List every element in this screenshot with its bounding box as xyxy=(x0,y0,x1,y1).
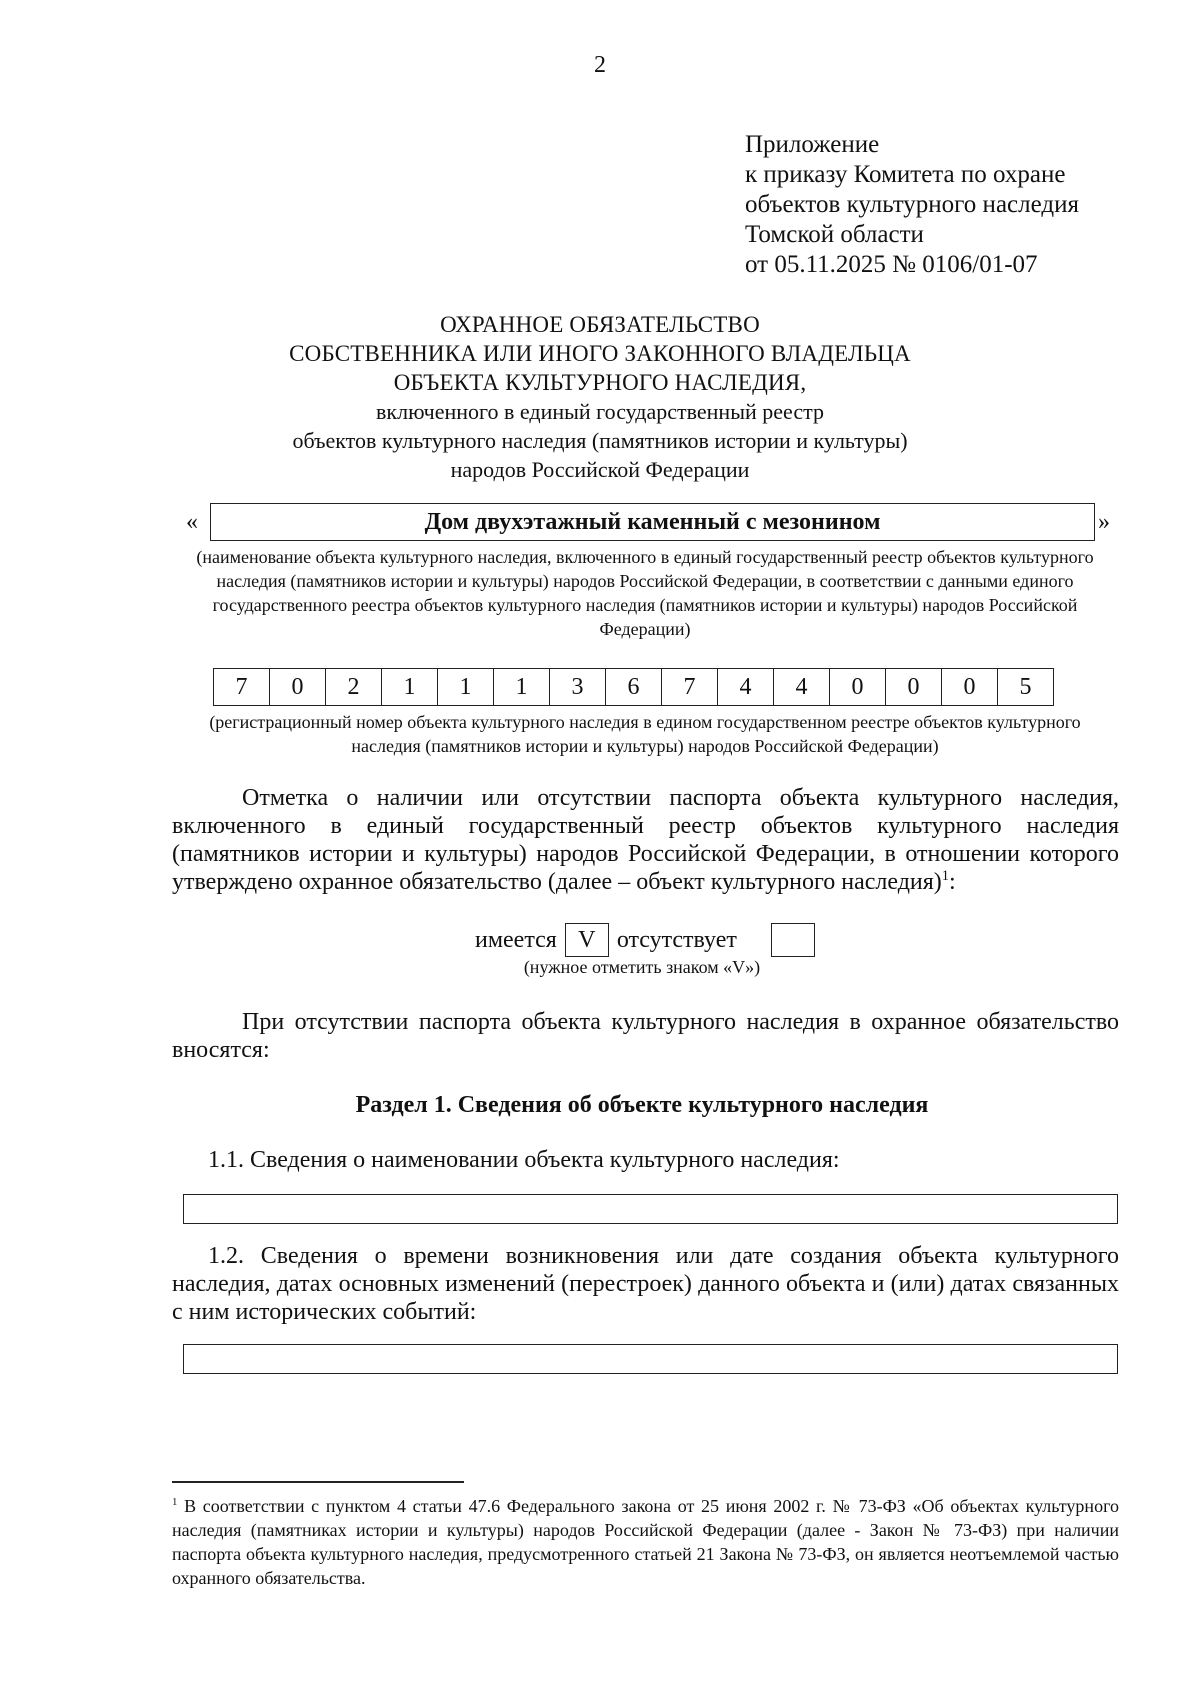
reg-digit-cell[interactable]: 0 xyxy=(830,668,886,706)
appendix-line: Томской области xyxy=(745,221,924,248)
reg-digit-cell[interactable]: 6 xyxy=(606,668,662,706)
reg-digit-cell[interactable]: 4 xyxy=(718,668,774,706)
title-line: ОХРАННОЕ ОБЯЗАТЕЛЬСТВО xyxy=(440,312,760,337)
reg-digit-cell[interactable]: 7 xyxy=(662,668,718,706)
section-1-title: Раздел 1. Сведения об объекте культурного наследия xyxy=(355,1092,929,1118)
subtitle-line: народов Российской Федерации xyxy=(450,457,750,482)
reg-digit-cell[interactable]: 7 xyxy=(214,668,270,706)
reg-digit-cell[interactable]: 0 xyxy=(942,668,998,706)
reg-digit-cell[interactable]: 1 xyxy=(438,668,494,706)
registration-number-grid xyxy=(213,668,1054,706)
reg-digit-cell[interactable]: 1 xyxy=(382,668,438,706)
absence-text: При отсутствии паспорта объекта культурного наследия в охранное обязательство вносятся: xyxy=(172,1009,1119,1063)
footnote-mark: 1 xyxy=(172,1496,178,1508)
passport-has-checkbox[interactable]: V xyxy=(565,923,609,957)
appendix-line: от 05.11.2025 № 0106/01-07 xyxy=(745,251,1038,278)
item-1-2-field[interactable] xyxy=(183,1344,1118,1374)
passport-absent-label: отсутствует xyxy=(616,927,737,953)
footnote-ref[interactable]: 1 xyxy=(941,868,949,884)
footnote xyxy=(172,1494,1119,1590)
item-1-2-label xyxy=(172,1242,1119,1326)
passport-intro-paragraph xyxy=(172,784,1119,896)
appendix-line: к приказу Комитета по охране xyxy=(745,161,1066,188)
passport-choice-row xyxy=(475,923,823,957)
item-1-2-number: 1.2. xyxy=(208,1243,244,1269)
footnote-text: В соответствии с пунктом 4 статьи 47.6 Федерального закона от 25 июня 2002 г. № 73-ФЗ «Об объектах культурного наследия (памятниках истории и культуры) народов Российской Федерации (далее - Закон № 73-ФЗ) при наличии паспорта объекта культурного наследия, предусмотренного статьей 21 Закона № 73-ФЗ, он является неотъемлемой частью охранного обязательства. xyxy=(172,1496,1119,1588)
passport-note: (нужное отметить знаком «V») xyxy=(523,957,761,977)
title-line: СОБСТВЕННИКА ИЛИ ИНОГО ЗАКОННОГО ВЛАДЕЛЬЦА xyxy=(289,341,911,366)
passport-intro-end: : xyxy=(948,869,956,895)
reg-digit-cell[interactable]: 0 xyxy=(886,668,942,706)
appendix-line: объектов культурного наследия xyxy=(745,191,1079,218)
appendix-line: Приложение xyxy=(745,131,880,158)
quote-open: « xyxy=(186,509,198,535)
page-number: 2 xyxy=(594,52,606,78)
passport-intro-text: Отметка о наличии или отсутствии паспорта объекта культурного наследия, включенного в единый государственный реестр объектов культурного наследия (памятников истории и культуры) народов Российской Федерации, в отношении которого утверждено охранное обязательство (далее – объект культурного наследия) xyxy=(172,785,1119,895)
absence-paragraph xyxy=(172,1008,1119,1064)
quote-close: » xyxy=(1098,509,1110,535)
object-name-caption: (наименование объекта культурного наследия, включенного в единый государственный реестр объектов культурного наследия (памятников истории и культуры) народов Российской Федерации, в соответствии с данными единого государственного реестра объектов культурного наследия (памятников истории и культуры) народов Российской Федерации) xyxy=(196,547,1094,639)
passport-has-label: имеется xyxy=(475,927,557,953)
reg-digit-cell[interactable]: 3 xyxy=(550,668,606,706)
registration-number-caption: (регистрационный номер объекта культурного наследия в едином государственном реестре объектов культурного наследия (памятников истории и культуры) народов Российской Федерации) xyxy=(209,712,1081,756)
reg-digit-cell[interactable]: 2 xyxy=(326,668,382,706)
item-1-1-label: 1.1. Сведения о наименовании объекта культурного наследия: xyxy=(208,1147,840,1173)
item-1-1-field[interactable] xyxy=(183,1194,1118,1224)
item-1-2-text: Сведения о времени возникновения или дате создания объекта культурного наследия, датах основных изменений (перестроек) данного объекта и (или) датах связанных с ним исторических событий: xyxy=(172,1243,1120,1325)
appendix-block xyxy=(745,130,1079,280)
title-line: ОБЪЕКТА КУЛЬТУРНОГО НАСЛЕДИЯ, xyxy=(393,370,807,395)
reg-digit-cell[interactable]: 1 xyxy=(494,668,550,706)
reg-digit-cell[interactable]: 0 xyxy=(270,668,326,706)
object-name-row xyxy=(180,503,1110,543)
reg-digit-cell[interactable]: 5 xyxy=(998,668,1054,706)
subtitle-line: объектов культурного наследия (памятников истории и культуры) xyxy=(292,428,908,453)
subtitle-line: включенного в единый государственный реестр xyxy=(376,399,824,424)
footnote-divider xyxy=(172,1481,464,1483)
object-name-field[interactable]: Дом двухэтажный каменный с мезонином xyxy=(210,503,1095,541)
reg-digit-cell[interactable]: 4 xyxy=(774,668,830,706)
passport-absent-checkbox[interactable] xyxy=(771,923,815,957)
document-title xyxy=(0,310,1200,484)
